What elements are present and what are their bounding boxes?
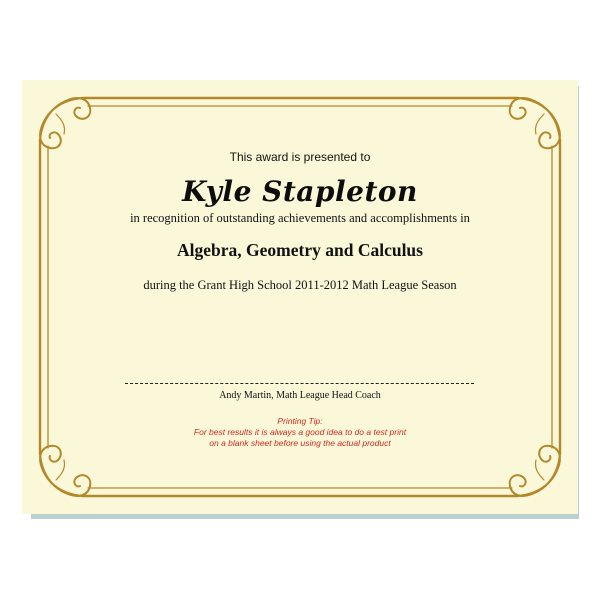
corner-flourish-top-left	[40, 98, 90, 148]
signature-line	[125, 383, 474, 384]
printing-tip-line-2: on a blank sheet before using the actual product	[209, 438, 391, 448]
corner-flourish-bottom-right	[510, 446, 560, 496]
presented-to-text: This award is presented to	[229, 150, 371, 164]
ornate-gold-border	[22, 80, 578, 514]
season-text: during the Grant High School 2011-2012 Math League Season	[143, 278, 457, 292]
corner-flourish-bottom-left	[40, 446, 90, 496]
recognition-text: in recognition of outstanding achievements and accomplishments in	[130, 211, 470, 225]
award-subject: Algebra, Geometry and Calculus	[177, 240, 423, 260]
recipient-name: Kyle Stapleton	[182, 175, 418, 208]
signer-name: Andy Martin, Math League Head Coach	[219, 390, 381, 401]
printing-tip-title: Printing Tip:	[277, 416, 323, 426]
corner-flourish-top-right	[510, 98, 560, 148]
certificate-paper	[22, 80, 578, 514]
printing-tip-line-1: For best results it is always a good idea to do a test print	[193, 427, 407, 437]
